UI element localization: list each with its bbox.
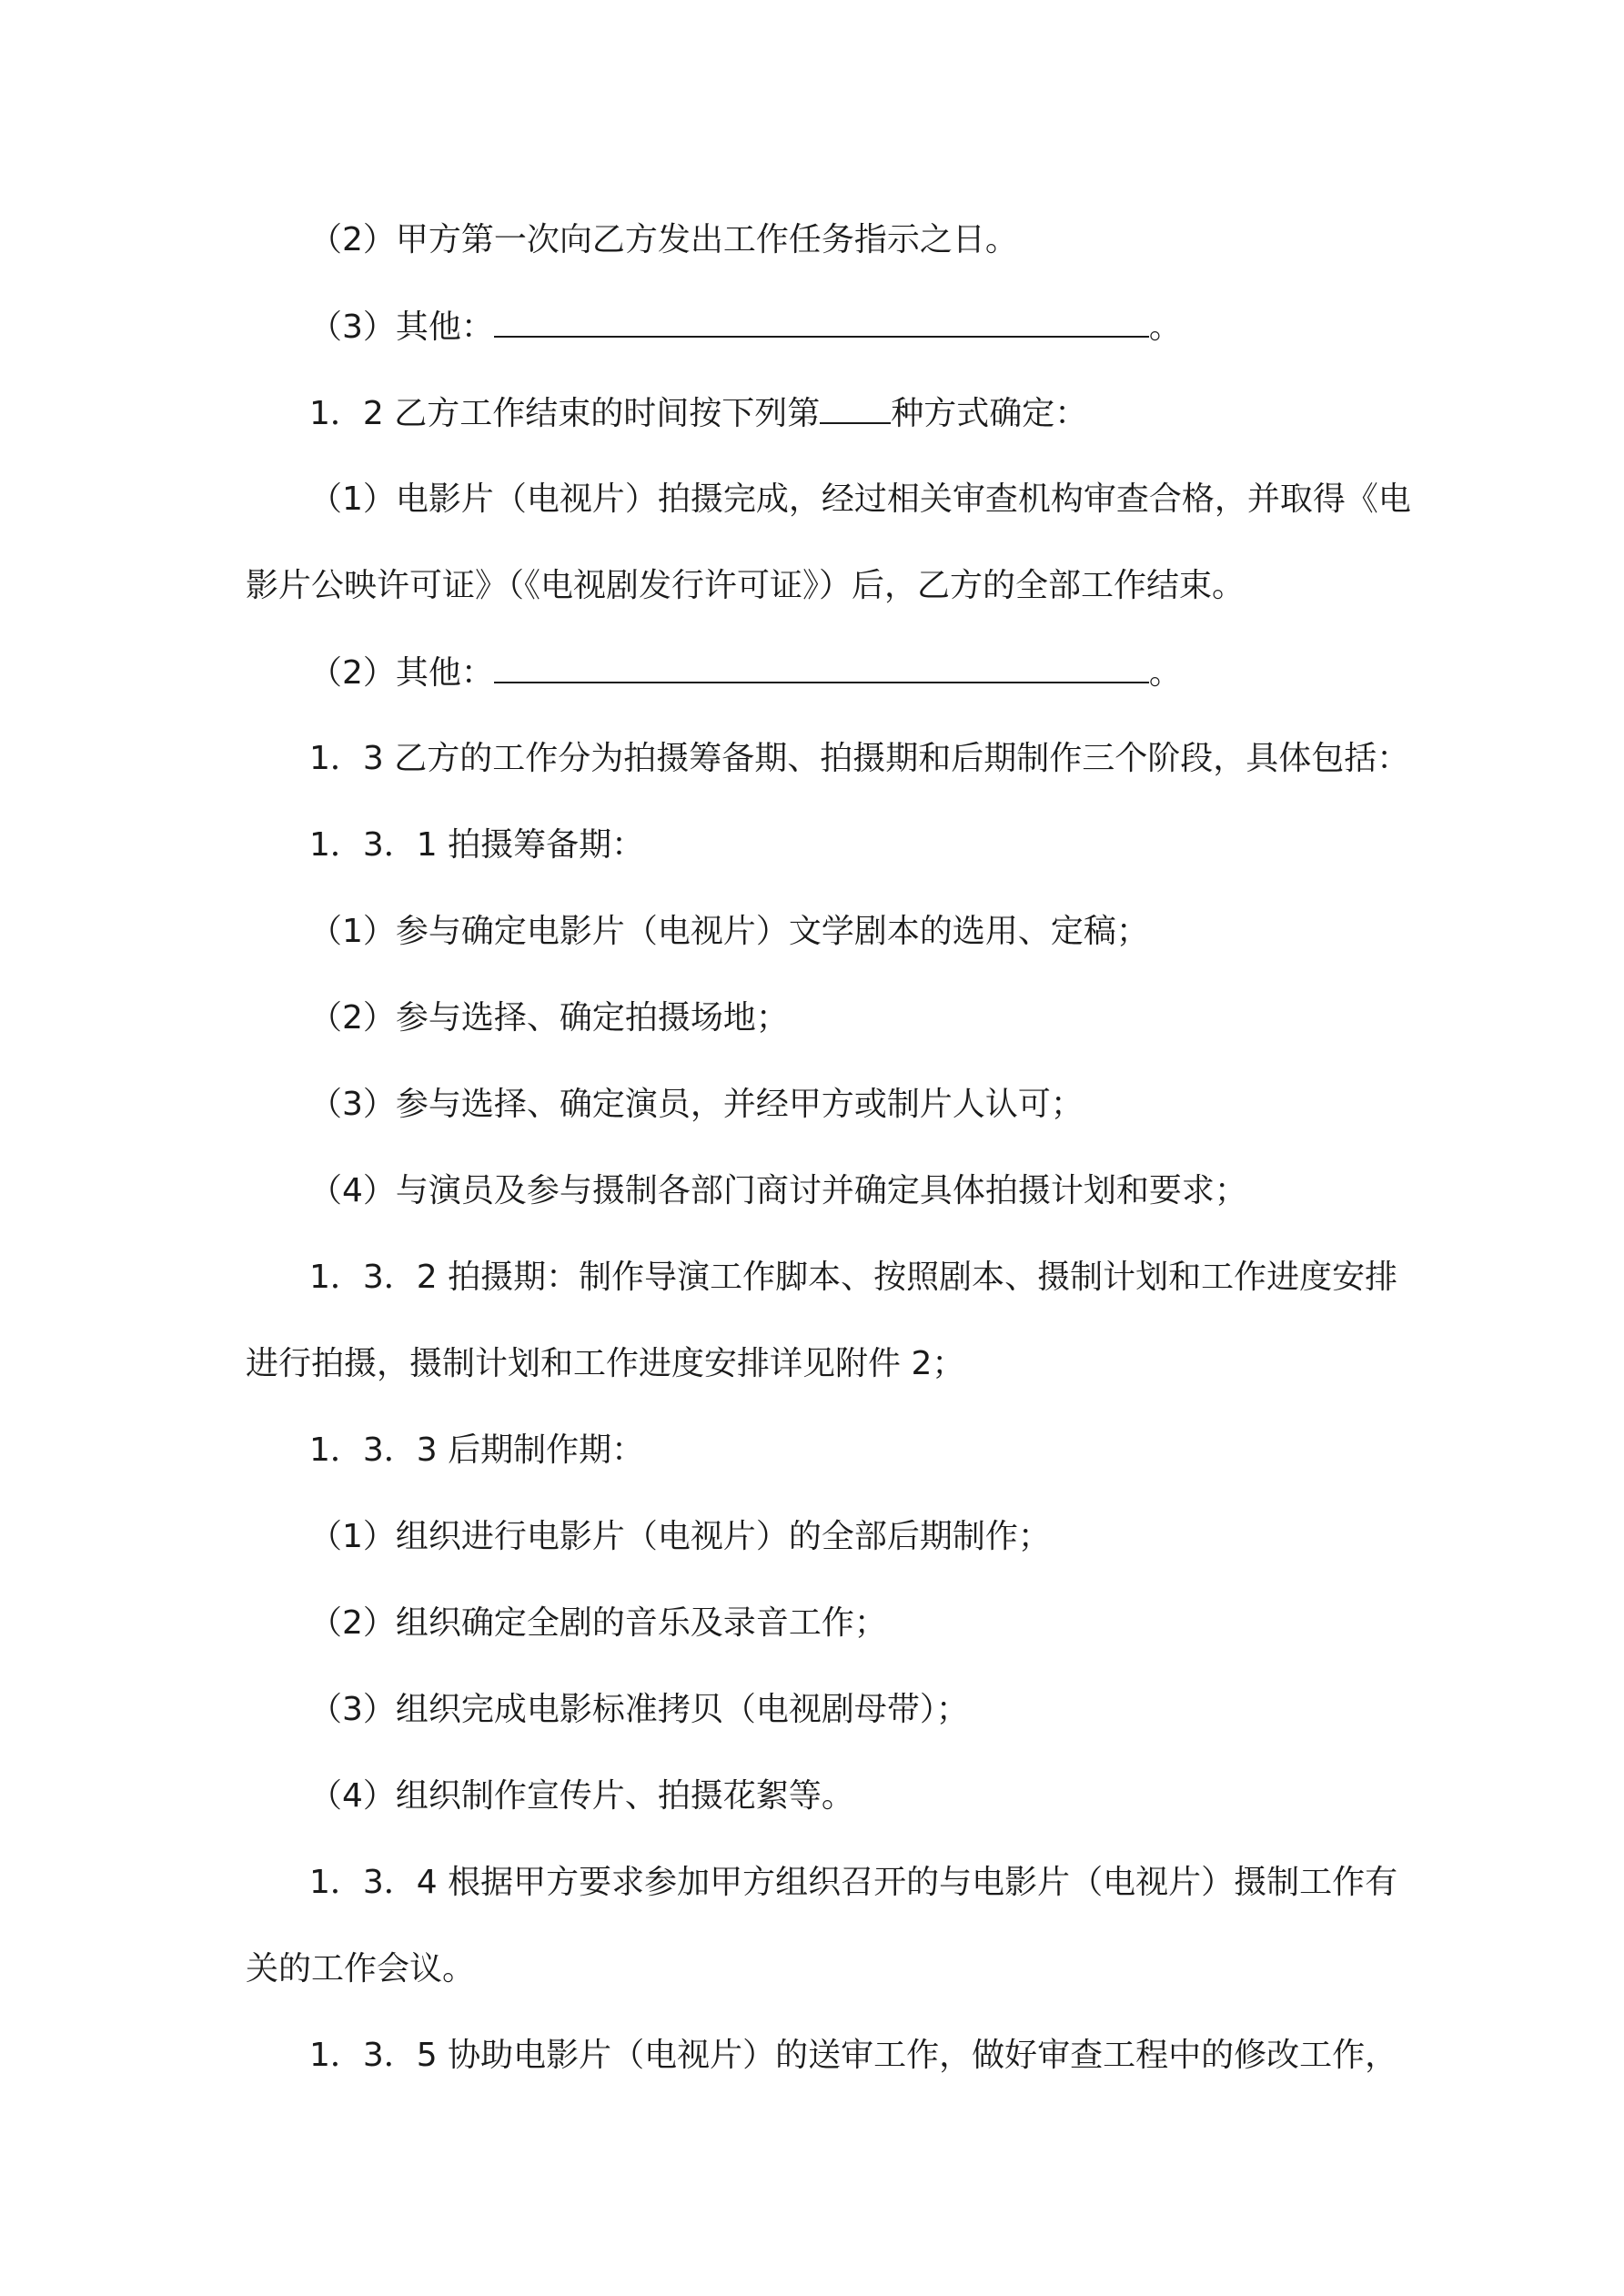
line-suffix: 种方式确定： bbox=[891, 395, 1088, 432]
paragraph-line-with-blank bbox=[309, 305, 1456, 349]
fill-in-blank bbox=[494, 305, 1149, 338]
list-item: （4）与演员及参与摄制各部门商讨并确定具体拍摄计划和要求； bbox=[309, 1172, 1247, 1209]
paragraph-line-with-blank bbox=[309, 651, 1456, 695]
line-prefix: 1．2 乙方工作结束的时间按下列第 bbox=[309, 395, 821, 432]
paragraph-line: （1）电影片（电视片）拍摄完成，经过相关审查机构审查合格，并取得《电 bbox=[309, 480, 1411, 518]
line-prefix: （3）其他： bbox=[309, 308, 494, 346]
paragraph-line: 进行拍摄，摄制计划和工作进度安排详见附件 2； bbox=[246, 1345, 965, 1382]
section-heading: 1．3．4 根据甲方要求参加甲方组织召开的与电影片（电视片）摄制工作有 bbox=[309, 1864, 1398, 1901]
section-heading: 1．3．1 拍摄筹备期： bbox=[309, 826, 645, 864]
paragraph-line-with-blank bbox=[309, 391, 1456, 436]
line-prefix: （2）其他： bbox=[309, 654, 494, 692]
paragraph-line: 关的工作会议。 bbox=[246, 1950, 476, 1988]
list-item: （2）参与选择、确定拍摄场地； bbox=[309, 999, 789, 1037]
section-heading: 1．3．3 后期制作期： bbox=[309, 1431, 645, 1469]
list-item: （1）参与确定电影片（电视片）文学剧本的选用、定稿； bbox=[309, 913, 1149, 950]
list-item: （3）组织完成电影标准拷贝（电视剧母带）； bbox=[309, 1691, 969, 1728]
list-item: （3）参与选择、确定演员，并经甲方或制片人认可； bbox=[309, 1086, 1084, 1123]
paragraph-line: （2）甲方第一次向乙方发出工作任务指示之日。 bbox=[309, 221, 1018, 258]
fill-in-blank bbox=[494, 651, 1149, 683]
line-suffix: 。 bbox=[1148, 308, 1182, 346]
section-heading: 1．3 乙方的工作分为拍摄筹备期、拍摄期和后期制作三个阶段，具体包括： bbox=[309, 740, 1410, 777]
list-item: （1）组织进行电影片（电视片）的全部后期制作； bbox=[309, 1518, 1051, 1555]
list-item: （4）组织制作宣传片、拍摄花絮等。 bbox=[309, 1777, 854, 1815]
fill-in-blank bbox=[820, 391, 891, 424]
section-heading: 1．3．2 拍摄期：制作导演工作脚本、按照剧本、摄制计划和工作进度安排 bbox=[309, 1259, 1398, 1296]
list-item: （2）组织确定全剧的音乐及录音工作； bbox=[309, 1604, 887, 1642]
section-heading: 1．3．5 协助电影片（电视片）的送审工作，做好审查工程中的修改工作， bbox=[309, 2037, 1398, 2074]
line-suffix: 。 bbox=[1148, 654, 1182, 692]
paragraph-line: 影片公映许可证》（《电视剧发行许可证》）后，乙方的全部工作结束。 bbox=[246, 567, 1246, 604]
